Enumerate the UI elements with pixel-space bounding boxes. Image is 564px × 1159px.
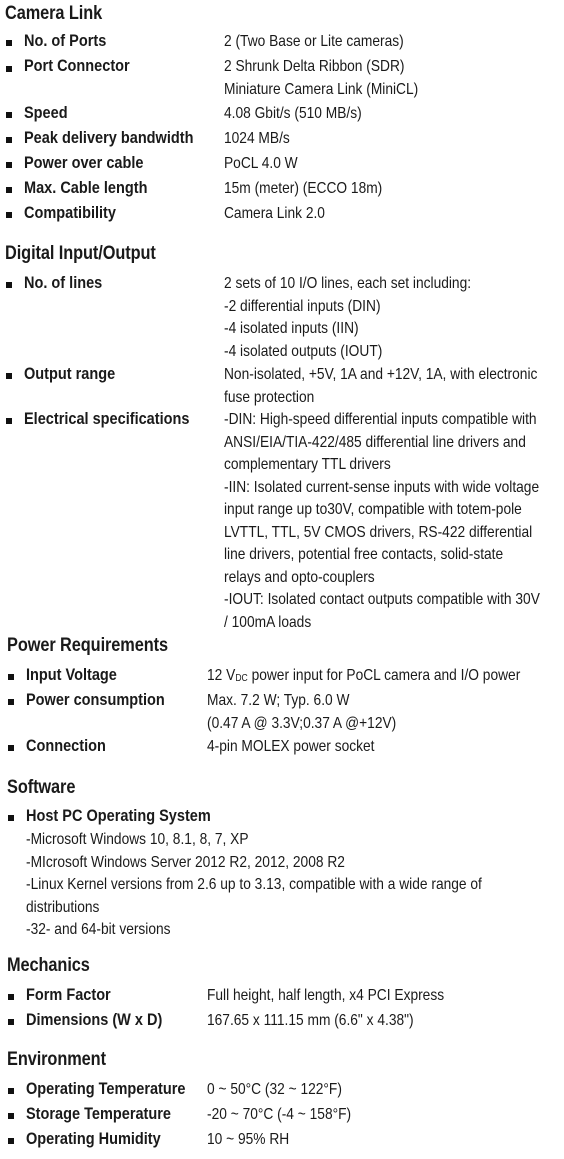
- spec-label-speed: Speed: [24, 104, 68, 122]
- spec-label-form-factor: Form Factor: [26, 986, 111, 1004]
- spec-label-connection: Connection: [26, 737, 106, 755]
- spec-value-connector: 2 Shrunk Delta Ribbon (SDR) Miniature Camera Link (MiniCL): [224, 58, 419, 98]
- section-title-digital-io: Digital Input/Output: [5, 243, 156, 264]
- spec-value-poc: PoCL 4.0 W: [224, 155, 298, 172]
- bullet-icon: [8, 1019, 14, 1025]
- spec-label-poc: Power over cable: [24, 154, 144, 172]
- spec-label-operating-temp: Operating Temperature: [26, 1080, 186, 1098]
- bullet-icon: [8, 745, 14, 751]
- bullet-icon: [6, 40, 12, 46]
- spec-label-connector: Port Connector: [24, 57, 130, 75]
- spec-value-humidity: 10 ~ 95% RH: [207, 1131, 290, 1148]
- spec-label-ports: No. of Ports: [24, 32, 107, 50]
- bullet-icon: [8, 674, 14, 680]
- bullet-icon: [6, 112, 12, 118]
- spec-label-bandwidth: Peak delivery bandwidth: [24, 129, 194, 147]
- spec-label-electrical: Electrical specifications: [24, 410, 190, 428]
- section-title-software: Software: [7, 777, 76, 798]
- spec-label-compatibility: Compatibility: [24, 204, 116, 222]
- spec-label-dimensions: Dimensions (W x D): [26, 1011, 163, 1029]
- spec-label-lines: No. of lines: [24, 274, 103, 292]
- spec-value-ports: 2 (Two Base or Lite cameras): [224, 33, 404, 50]
- bullet-icon: [8, 1088, 14, 1094]
- spec-value-cable-length: 15m (meter) (ECCO 18m): [224, 180, 383, 197]
- spec-label-output-range: Output range: [24, 365, 116, 383]
- spec-value-storage-temp: -20 ~ 70°C (-4 ~ 158°F): [207, 1106, 352, 1123]
- spec-value-host-os: -Microsoft Windows 10, 8.1, 8, 7, XP -MIcrosoft Windows Server 2012 R2, 2012, 2008 R2 -Linux Kernel versions from 2.6 up to 3.13, compatible with a wide range of distributions -32- and 64-bit versions: [26, 831, 482, 938]
- section-title-environment: Environment: [7, 1049, 106, 1070]
- spec-value-compatibility: Camera Link 2.0: [224, 205, 325, 222]
- bullet-icon: [8, 815, 14, 821]
- spec-value-input-voltage: 12 VDC power input for PoCL camera and I/O power: [207, 667, 521, 684]
- bullet-icon: [8, 699, 14, 705]
- bullet-icon: [6, 137, 12, 143]
- spec-value-output-range: Non-isolated, +5V, 1A and +12V, 1A, with electronic fuse protection: [224, 366, 538, 406]
- bullet-icon: [6, 212, 12, 218]
- section-title-camera-link: Camera Link: [5, 3, 103, 24]
- bullet-icon: [6, 66, 12, 72]
- spec-value-dimensions: 167.65 x 111.15 mm (6.6" x 4.38"): [207, 1012, 414, 1029]
- spec-label-humidity: Operating Humidity: [26, 1130, 161, 1148]
- bullet-icon: [6, 373, 12, 379]
- bullet-icon: [6, 418, 12, 424]
- spec-value-form-factor: Full height, half length, x4 PCI Express: [207, 987, 445, 1004]
- spec-label-storage-temp: Storage Temperature: [26, 1105, 171, 1123]
- bullet-icon: [6, 282, 12, 288]
- spec-label-host-os: Host PC Operating System: [26, 807, 211, 825]
- bullet-icon: [6, 162, 12, 168]
- spec-label-input-voltage: Input Voltage: [26, 666, 117, 684]
- bullet-icon: [8, 994, 14, 1000]
- spec-value-connection: 4-pin MOLEX power socket: [207, 738, 375, 755]
- section-title-mechanics: Mechanics: [7, 955, 90, 976]
- spec-value-speed: 4.08 Gbit/s (510 MB/s): [224, 105, 362, 122]
- spec-value-lines: 2 sets of 10 I/O lines, each set including: -2 differential inputs (DIN) -4 isolated inputs (IIN) -4 isolated outputs (IOUT): [224, 275, 472, 360]
- spec-label-power-consumption: Power consumption: [26, 691, 165, 709]
- section-title-power: Power Requirements: [7, 635, 168, 656]
- bullet-icon: [8, 1138, 14, 1144]
- spec-value-power-consumption: Max. 7.2 W; Typ. 6.0 W (0.47 A @ 3.3V;0.37 A @+12V): [207, 692, 397, 732]
- spec-label-cable-length: Max. Cable length: [24, 179, 148, 197]
- bullet-icon: [6, 187, 12, 193]
- bullet-icon: [8, 1113, 14, 1119]
- spec-value-electrical: -DIN: High-speed differential inputs compatible with ANSI/EIA/TIA-422/485 differential line drivers and complementary TTL drivers -IIN: Isolated current-sense inputs with wide voltage input range up to30V, compatible with totem-pole LVTTL, TTL, 5V CMOS drivers, RS-422 differential line drivers, potential free contacts, solid-state relays and opto-couplers -IOUT: Isolated contact outputs compatible with 30V / 100mA loads: [224, 411, 540, 631]
- spec-value-bandwidth: 1024 MB/s: [224, 130, 290, 147]
- spec-value-operating-temp: 0 ~ 50°C (32 ~ 122°F): [207, 1081, 342, 1098]
